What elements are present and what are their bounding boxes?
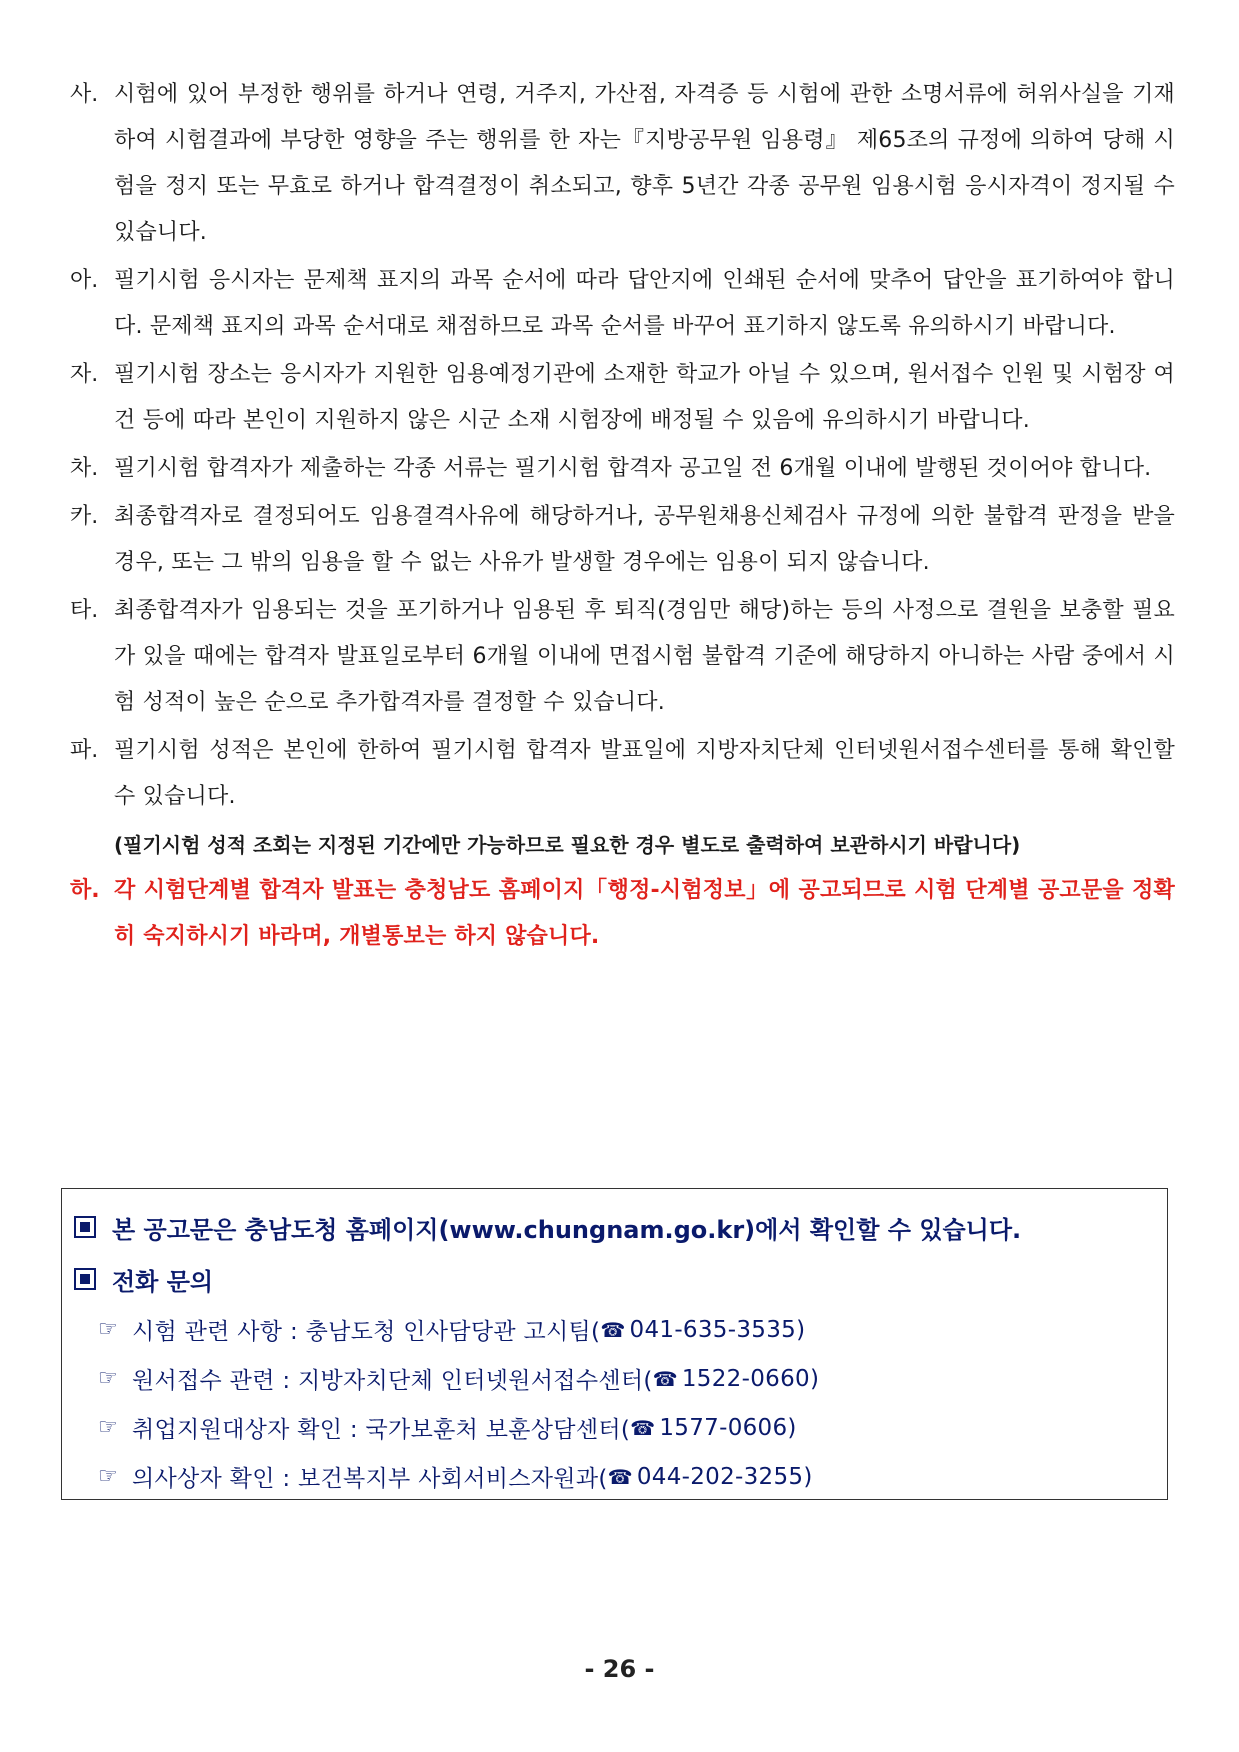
notice-item-ta: [70, 588, 1175, 726]
notice-item-ha: [70, 868, 1175, 960]
pointing-hand-icon: ☞: [98, 1415, 119, 1440]
contact-row: [74, 1452, 1153, 1501]
contact-phone: 044-202-3255): [636, 1463, 813, 1490]
contact-phone: 1522-0660): [681, 1365, 820, 1392]
notice-item-cha: [70, 446, 1175, 492]
notice-item-sa: [70, 72, 1175, 256]
pointing-hand-icon: ☞: [98, 1317, 119, 1342]
item-marker: 카.: [70, 504, 99, 529]
square-bullet-icon: [74, 1216, 96, 1238]
square-bullet-icon: [74, 1268, 96, 1290]
contact-label: 취업지원대상자 확인 : 국가보훈처 보훈상담센터(: [132, 1417, 631, 1443]
homepage-notice-text: 본 공고문은 충남도청 홈페이지(www.chungnam.go.kr)에서 확인할 수 있습니다.: [112, 1215, 1022, 1244]
homepage-notice: [74, 1201, 1153, 1253]
telephone-icon: ☎: [630, 1415, 656, 1440]
phone-inquiry-text: 전화 문의: [112, 1267, 214, 1296]
item-marker: 파.: [70, 738, 99, 763]
phone-inquiry-heading: [74, 1253, 1153, 1305]
telephone-icon: ☎: [652, 1366, 678, 1391]
page-number: - 26 -: [584, 1655, 655, 1683]
item-text: 최종합격자로 결정되어도 임용결격사유에 해당하거나, 공무원채용신체검사 규정에 의한 불합격 판정을 받을 경우, 또는 그 밖의 임용을 할 수 없는 사유가 발생할 경우에는 임용이 되지 않습니다.: [114, 504, 1175, 575]
notice-items: [70, 72, 1175, 962]
item-text: 필기시험 장소는 응시자가 지원한 임용예정기관에 소재한 학교가 아닐 수 있으며, 원서접수 인원 및 시험장 여건 등에 따라 본인이 지원하지 않은 시군 소재 시험장에 배정될 수 있음에 유의하시기 바랍니다.: [114, 362, 1175, 433]
contact-label: 시험 관련 사항 : 충남도청 인사담당관 고시팀(: [132, 1319, 601, 1345]
pointing-hand-icon: ☞: [98, 1366, 119, 1391]
telephone-icon: ☎: [600, 1317, 626, 1342]
contact-label: 의사상자 확인 : 보건복지부 사회서비스자원과(: [132, 1466, 608, 1492]
item-text: 각 시험단계별 합격자 발표는 충청남도 홈페이지「행정-시험정보」에 공고되므로 시험 단계별 공고문을 정확히 숙지하시기 바라며, 개별통보는 하지 않습니다.: [114, 878, 1175, 949]
item-marker: 타.: [70, 598, 99, 623]
score-inquiry-note: (필기시험 성적 조회는 지정된 기간에만 가능하므로 필요한 경우 별도로 출력하여 보관하시기 바랍니다): [114, 833, 1021, 857]
item-text: 필기시험 응시자는 문제책 표지의 과목 순서에 따라 답안지에 인쇄된 순서에 맞추어 답안을 표기하여야 합니다. 문제책 표지의 과목 순서대로 채점하므로 과목 순서를 바꾸어 표기하지 않도록 유의하시기 바랍니다.: [114, 268, 1175, 339]
item-marker: 차.: [70, 456, 99, 481]
item-text: 필기시험 성적은 본인에 한하여 필기시험 합격자 발표일에 지방자치단체 인터넷원서접수센터를 통해 확인할 수 있습니다.: [114, 738, 1175, 809]
notice-item-a: [70, 258, 1175, 350]
contact-row: [74, 1403, 1153, 1452]
notice-item-ja: [70, 352, 1175, 444]
item-text: 최종합격자가 임용되는 것을 포기하거나 임용된 후 퇴직(경임만 해당)하는 등의 사정으로 결원을 보충할 필요가 있을 때에는 합격자 발표일로부터 6개월 이내에 면접시험 불합격 기준에 해당하지 아니하는 사람 중에서 시험 성적이 높은 순으로 추가합격자를 결정할 수 있습니다.: [114, 598, 1175, 715]
item-marker: 자.: [70, 362, 99, 387]
contact-phone: 041-635-3535): [629, 1316, 806, 1343]
contact-info-box: [61, 1188, 1168, 1500]
notice-item-ka: [70, 494, 1175, 586]
contact-label: 원서접수 관련 : 지방자치단체 인터넷원서접수센터(: [132, 1368, 653, 1394]
contact-row: [74, 1305, 1153, 1354]
notice-item-pa: [70, 728, 1175, 820]
contact-row: [74, 1354, 1153, 1403]
contact-phone: 1577-0606): [659, 1414, 797, 1441]
pointing-hand-icon: ☞: [98, 1464, 119, 1489]
item-marker: 사.: [70, 82, 99, 107]
item-text: 필기시험 합격자가 제출하는 각종 서류는 필기시험 합격자 공고일 전 6개월 이내에 발행된 것이어야 합니다.: [114, 456, 1152, 481]
telephone-icon: ☎: [607, 1464, 633, 1489]
item-marker: 하.: [70, 878, 100, 903]
item-text: 시험에 있어 부정한 행위를 하거나 연령, 거주지, 가산점, 자격증 등 시험에 관한 소명서류에 허위사실을 기재하여 시험결과에 부당한 영향을 주는 행위를 한 자는『지방공무원 임용령』 제65조의 규정에 의하여 당해 시험을 정지 또는 무효로 하거나 합격결정이 취소되고, 향후 5년간 각종 공무원 임용시험 응시자격이 정지될 수 있습니다.: [114, 82, 1175, 245]
item-marker: 아.: [70, 268, 99, 293]
